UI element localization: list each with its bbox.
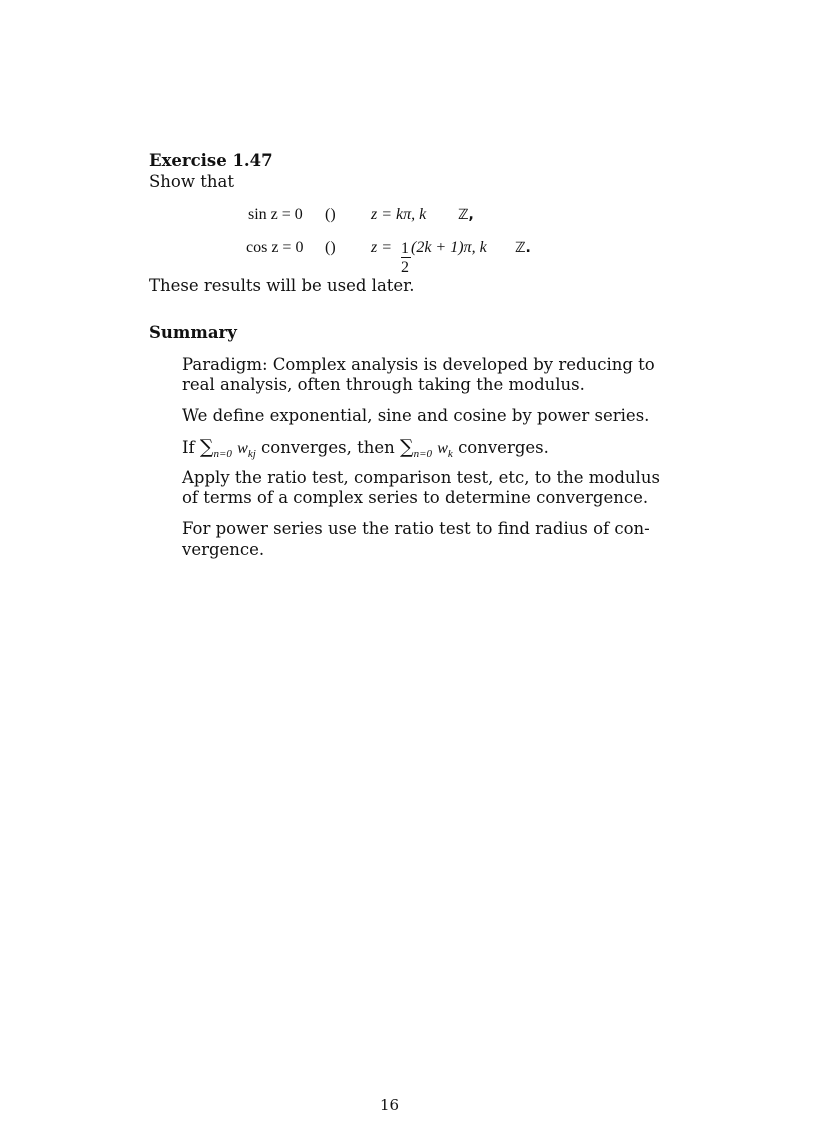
term-w: w xyxy=(437,440,448,457)
equation-2-rhs-post: (2k + 1)π, k xyxy=(411,239,487,256)
equation-1-set: ℤ, xyxy=(458,207,474,223)
exercise-heading: Exercise 1.47 xyxy=(149,151,273,170)
summation-symbol: ∑ xyxy=(399,436,414,458)
summary-paragraph-1-line-1: Paradigm: Complex analysis is developed by reducing to xyxy=(182,355,655,374)
term-w: w xyxy=(237,440,248,457)
equation-1-lhs: sin z = 0 xyxy=(248,206,303,223)
p3-middle: converges, then xyxy=(261,438,395,457)
summary-paragraph-5-line-2: vergence. xyxy=(182,540,265,559)
p3-if: If xyxy=(182,438,195,457)
summation-subscript: n=0 xyxy=(213,448,232,460)
summary-paragraph-3 xyxy=(182,437,549,460)
followup-text: These results will be used later. xyxy=(149,276,415,295)
equation-1-arrow: () xyxy=(325,206,336,223)
summary-heading: Summary xyxy=(149,323,237,342)
summation-subscript: n=0 xyxy=(413,448,432,460)
p3-end: converges. xyxy=(458,438,549,457)
page-number: 16 xyxy=(380,1096,400,1114)
term-w-subscript: k xyxy=(447,448,453,460)
equation-2-arrow: () xyxy=(325,239,336,256)
fraction-denominator: 2 xyxy=(401,259,409,276)
equation-2-rhs-pre: z = xyxy=(371,239,393,256)
term-w-subscript: kj xyxy=(247,448,256,460)
fraction-bar xyxy=(401,257,411,258)
summary-paragraph-4-line-1: Apply the ratio test, comparison test, etc, to the modulus xyxy=(182,468,660,487)
exercise-prompt: Show that xyxy=(149,172,234,191)
equation-2-fraction xyxy=(401,239,411,276)
equation-2-set: ℤ. xyxy=(515,240,531,256)
equation-2-lhs: cos z = 0 xyxy=(246,239,304,256)
summary-paragraph-1-line-2: real analysis, often through taking the modulus. xyxy=(182,375,585,394)
fraction-numerator: 1 xyxy=(401,240,409,257)
equation-1-rhs: z = kπ, k xyxy=(371,206,427,223)
summation-symbol: ∑ xyxy=(199,436,214,458)
summary-paragraph-4-line-2: of terms of a complex series to determine convergence. xyxy=(182,488,649,507)
summary-paragraph-2: We define exponential, sine and cosine by power series. xyxy=(182,406,650,425)
summary-paragraph-5-line-1: For power series use the ratio test to find radius of con- xyxy=(182,519,650,538)
